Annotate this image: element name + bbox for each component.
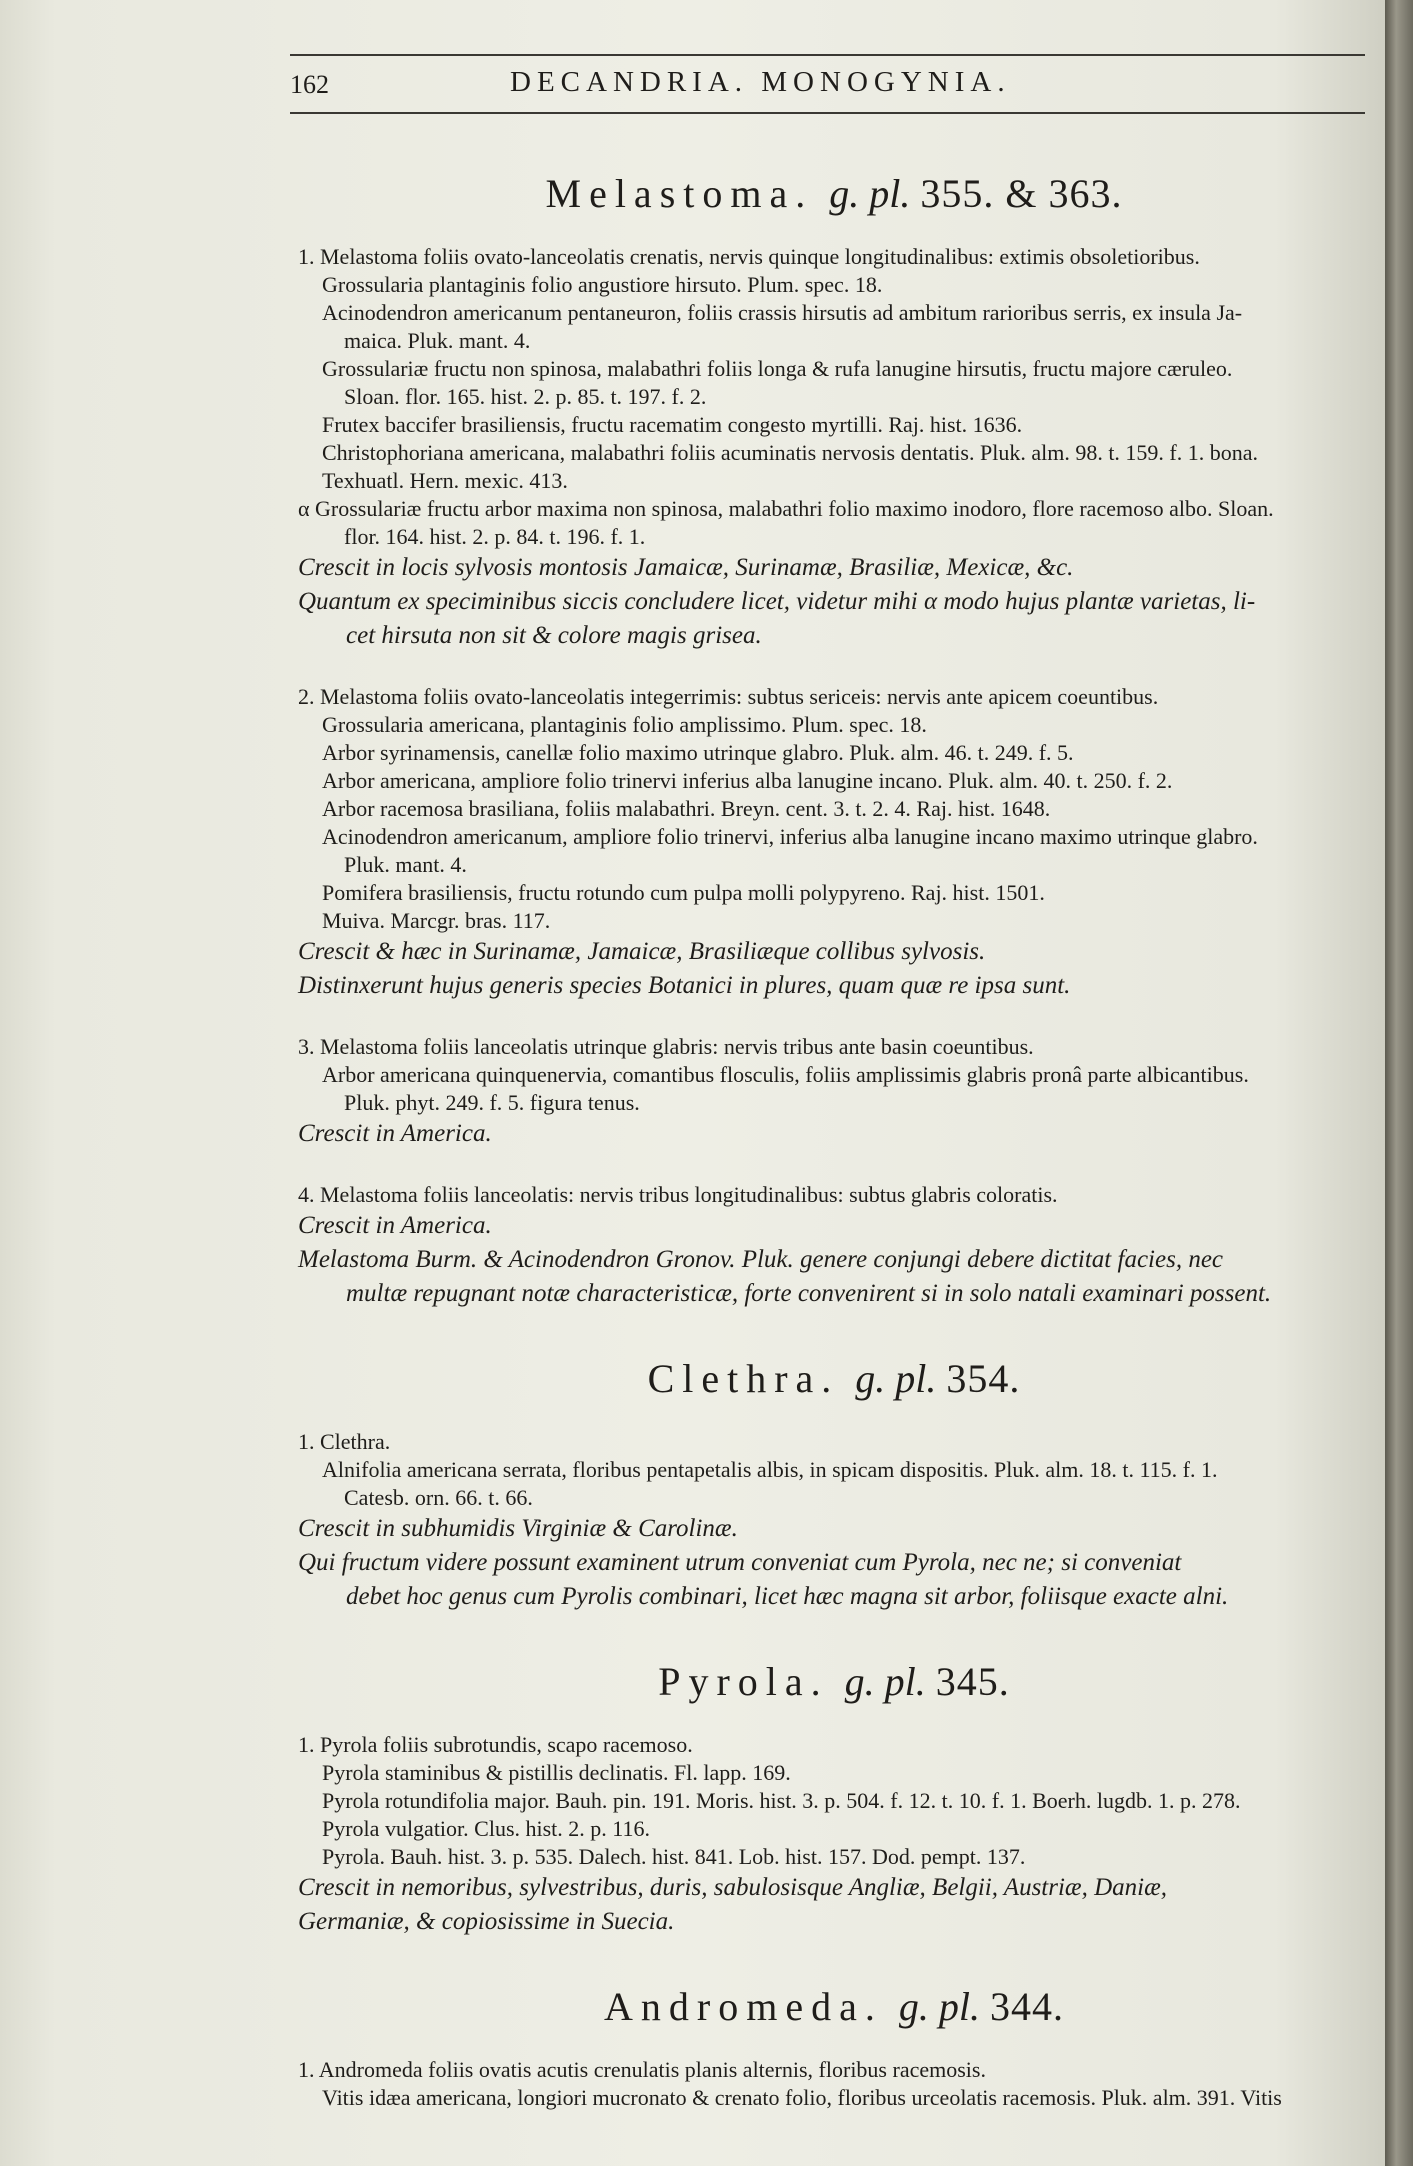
habitat-note: debet hoc genus cum Pyrolis combinari, licet hæc magna sit arbor, foliisque exacte alni. — [346, 1583, 1229, 1610]
genus-ref: g. pl. — [829, 171, 911, 216]
genus-name: Andromeda. — [604, 1984, 883, 2029]
synonym-line: 4. Melastoma foliis lanceolatis: nervis tribus longitudinalibus: subtus glabris coloratis. — [298, 1182, 1058, 1207]
synonym-line: Grossularia americana, plantaginis folio amplissimo. Plum. spec. 18. — [322, 712, 927, 737]
genus-ref: g. pl. — [844, 1659, 926, 1704]
habitat-note: cet hirsuta non sit & colore magis grisea. — [346, 622, 762, 649]
synonym-line: 1. Andromeda foliis ovatis acutis crenulatis planis alternis, floribus racemosis. — [298, 2057, 986, 2082]
habitat-note: Qui fructum videre possunt examinent utrum conveniat cum Pyrola, nec ne; si conveniat — [298, 1549, 1182, 1576]
synonym-line: Grossularia plantaginis folio angustiore hirsuto. Plum. spec. 18. — [322, 272, 883, 297]
habitat-note: Crescit in locis sylvosis montosis Jamaicæ, Surinamæ, Brasiliæ, Mexicæ, &c. — [298, 554, 1074, 581]
synonym-line: Sloan. flor. 165. hist. 2. p. 85. t. 197. f. 2. — [344, 384, 707, 409]
synonym-line: 2. Melastoma foliis ovato-lanceolatis integerrimis: subtus sericeis: nervis ante apicem coeuntibus. — [298, 684, 1159, 709]
species-entry — [298, 683, 1370, 1003]
habitat-note: Distinxerunt hujus generis species Botanici in plures, quam quæ re ipsa sunt. — [298, 972, 1071, 999]
page-edge — [1385, 0, 1413, 2166]
genus-ref: g. pl. — [898, 1984, 980, 2029]
genus-ref: g. pl. — [855, 1356, 937, 1401]
habitat-note: multæ repugnant notæ characteristicæ, forte convenirent si in solo natali examinari possent. — [346, 1280, 1272, 1307]
synonym-line: Pyrola. Bauh. hist. 3. p. 535. Dalech. hist. 841. Lob. hist. 157. Dod. pempt. 137. — [322, 1844, 1026, 1869]
genus-ref-number: 344. — [989, 1984, 1064, 2029]
habitat-note: Quantum ex speciminibus siccis concludere licet, videtur mihi α modo hujus plantæ varietas, li- — [298, 588, 1256, 615]
synonym-line: Pyrola rotundifolia major. Bauh. pin. 191. Moris. hist. 3. p. 504. f. 12. t. 10. f. 1. Boerh. lugdb. 1. p. 278. — [322, 1788, 1241, 1813]
species-entry — [298, 1731, 1370, 1939]
habitat-note: Germaniæ, & copiosissime in Suecia. — [298, 1908, 675, 1935]
genus-name: Pyrola. — [658, 1659, 829, 1704]
synonym-line: Acinodendron americanum, ampliore folio trinervi, inferius alba lanugine incano maximo utrinque glabro. — [322, 824, 1258, 849]
page-number: 162 — [290, 70, 329, 99]
running-header — [290, 66, 1370, 106]
synonym-line: Christophoriana americana, malabathri foliis acuminatis nervosis dentatis. Pluk. alm. 98. t. 159. f. 1. bona. — [322, 440, 1259, 465]
species-entry — [298, 243, 1370, 653]
synonym-line: Acinodendron americanum pentaneuron, foliis crassis hirsutis ad ambitum rarioribus serris, ex insula Ja- — [322, 300, 1243, 325]
header-rule-bottom — [290, 112, 1365, 114]
page-body — [298, 170, 1370, 2142]
genus-heading — [298, 170, 1370, 217]
species-entry — [298, 2056, 1370, 2112]
synonym-line: Frutex baccifer brasiliensis, fructu racematim congesto myrtilli. Raj. hist. 1636. — [322, 412, 1023, 437]
synonym-line: Pluk. mant. 4. — [344, 852, 467, 877]
genus-ref-number: 355. & 363. — [920, 171, 1123, 216]
running-title: DECANDRIA. MONOGYNIA. — [510, 66, 1011, 98]
synonym-line: Alnifolia americana serrata, floribus pentapetalis albis, in spicam dispositis. Pluk. alm. 18. t. 115. f. 1. — [322, 1457, 1218, 1482]
genus-ref-number: 354. — [946, 1356, 1021, 1401]
synonym-line: Pomifera brasiliensis, fructu rotundo cum pulpa molli polypyreno. Raj. hist. 1501. — [322, 880, 1045, 905]
genus-name: Melastoma. — [545, 171, 814, 216]
synonym-line: maica. Pluk. mant. 4. — [344, 328, 531, 353]
synonym-line: Catesb. orn. 66. t. 66. — [344, 1485, 533, 1510]
synonym-line: Arbor racemosa brasiliana, foliis malabathri. Breyn. cent. 3. t. 2. 4. Raj. hist. 1648. — [322, 796, 1051, 821]
synonym-line: Pluk. phyt. 249. f. 5. figura tenus. — [344, 1090, 640, 1115]
synonym-line: 1. Clethra. — [298, 1429, 391, 1454]
synonym-line: Arbor syrinamensis, canellæ folio maximo utrinque glabro. Pluk. alm. 46. t. 249. f. 5. — [322, 740, 1074, 765]
synonym-line: Arbor americana quinquenervia, comantibus flosculis, foliis amplissimis glabris pronâ parte albicantibus. — [322, 1062, 1249, 1087]
genus-heading — [298, 1355, 1370, 1402]
habitat-note: Crescit in nemoribus, sylvestribus, duris, sabulosisque Angliæ, Belgii, Austriæ, Daniæ, — [298, 1874, 1168, 1901]
synonym-line: Pyrola vulgatior. Clus. hist. 2. p. 116. — [322, 1816, 650, 1841]
synonym-line: Texhuatl. Hern. mexic. 413. — [322, 468, 568, 493]
habitat-note: Melastoma Burm. & Acinodendron Gronov. Pluk. genere conjungi debere dictitat facies, nec — [298, 1246, 1224, 1273]
genus-heading — [298, 1658, 1370, 1705]
synonym-line: Vitis idæa americana, longiori mucronato & crenato folio, floribus urceolatis racemosis. Pluk. alm. 391. Vitis — [322, 2085, 1282, 2110]
habitat-note: Crescit in America. — [298, 1212, 492, 1239]
species-entry — [298, 1428, 1370, 1614]
genus-name: Clethra. — [647, 1356, 840, 1401]
synonym-line: Grossulariæ fructu non spinosa, malabathri foliis longa & rufa lanugine hirsutis, fructu majore cæruleo. — [322, 356, 1233, 381]
synonym-line: 1. Pyrola foliis subrotundis, scapo racemoso. — [298, 1732, 693, 1757]
habitat-note: Crescit in subhumidis Virginiæ & Carolinæ. — [298, 1515, 738, 1542]
genus-ref-number: 345. — [935, 1659, 1010, 1704]
synonym-line: α Grossulariæ fructu arbor maxima non spinosa, malabathri folio maximo inodoro, flore racemoso albo. Sloan. — [298, 496, 1274, 521]
habitat-note: Crescit & hæc in Surinamæ, Jamaicæ, Brasiliæque collibus sylvosis. — [298, 938, 986, 965]
header-rule-top — [290, 54, 1365, 56]
species-entry — [298, 1033, 1370, 1151]
synonym-line: Pyrola staminibus & pistillis declinatis. Fl. lapp. 169. — [322, 1760, 791, 1785]
genus-heading — [298, 1983, 1370, 2030]
species-entry — [298, 1181, 1370, 1311]
synonym-line: Arbor americana, ampliore folio trinervi inferius alba lanugine incano. Pluk. alm. 40. t. 250. f. 2. — [322, 768, 1173, 793]
synonym-line: Muiva. Marcgr. bras. 117. — [322, 908, 551, 933]
synonym-line: 3. Melastoma foliis lanceolatis utrinque glabris: nervis tribus ante basin coeuntibus. — [298, 1034, 1034, 1059]
habitat-note: Crescit in America. — [298, 1120, 492, 1147]
synonym-line: 1. Melastoma foliis ovato-lanceolatis crenatis, nervis quinque longitudinalibus: extimis obsoletioribus. — [298, 244, 1200, 269]
synonym-line: flor. 164. hist. 2. p. 84. t. 196. f. 1. — [344, 524, 646, 549]
